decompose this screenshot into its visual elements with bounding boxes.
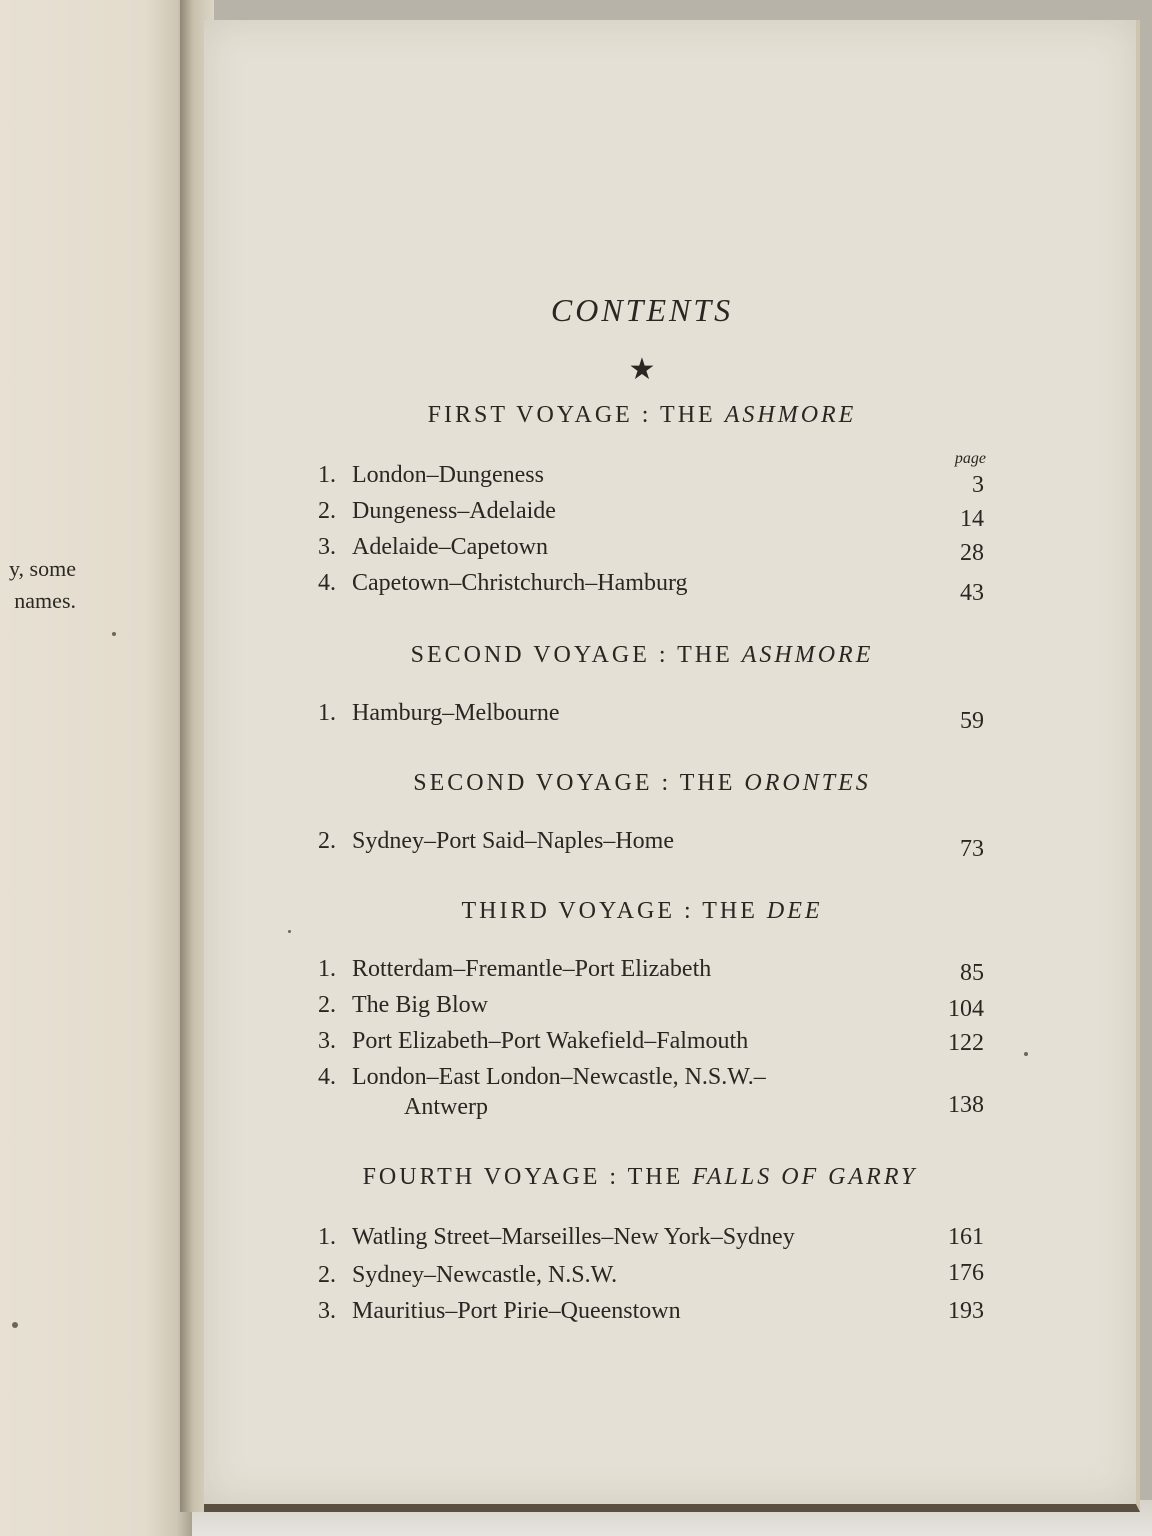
toc-entry [0, 1262, 1152, 1296]
entry-number: 3. [318, 1298, 336, 1324]
entry-title: The Big Blow [352, 992, 488, 1018]
entry-title-continued: Antwerp [404, 1094, 488, 1120]
entry-title: Sydney–Port Said–Naples–Home [352, 828, 674, 854]
toc-entry [0, 1298, 1152, 1332]
entry-page: 176 [948, 1260, 984, 1286]
toc-entry [0, 534, 1152, 568]
entry-number: 2. [318, 498, 336, 524]
entry-number: 2. [318, 992, 336, 1018]
left-page-fragment-1: y, some [8, 556, 76, 581]
entry-number: 1. [318, 700, 336, 726]
entry-title: Adelaide–Capetown [352, 534, 548, 560]
ship-name: ASHMORE [724, 402, 857, 428]
section-heading [0, 770, 1152, 797]
entry-page: 59 [960, 708, 984, 734]
entry-title: Hamburg–Melbourne [352, 700, 560, 726]
entry-title: London–Dungeness [352, 462, 544, 488]
entry-number: 3. [318, 1028, 336, 1054]
toc-entry [0, 570, 1152, 604]
toc-entry [0, 700, 1152, 734]
ink-speck [112, 632, 116, 636]
section-heading [0, 642, 1152, 669]
section-prefix: SECOND VOYAGE : THE [410, 642, 742, 668]
entry-page: 122 [948, 1030, 984, 1056]
entry-page: 73 [960, 836, 984, 862]
entry-page: 43 [960, 580, 984, 606]
entry-page: 161 [948, 1224, 984, 1250]
entry-title: Rotterdam–Fremantle–Port Elizabeth [352, 956, 712, 982]
entry-number: 3. [318, 534, 336, 560]
entry-page: 193 [948, 1298, 984, 1324]
entry-page: 104 [948, 996, 984, 1022]
ship-name: ORONTES [744, 770, 871, 796]
entry-number: 2. [318, 828, 336, 854]
entry-number: 4. [318, 1064, 336, 1090]
section-prefix: FOURTH VOYAGE : THE [362, 1164, 693, 1190]
entry-number: 4. [318, 570, 336, 596]
entry-title: London–East London–Newcastle, N.S.W.– [352, 1064, 766, 1090]
ship-name: FALLS OF GARRY [692, 1164, 918, 1190]
toc-entry [0, 828, 1152, 862]
entry-title: Port Elizabeth–Port Wakefield–Falmouth [352, 1028, 749, 1054]
entry-page: 14 [960, 506, 984, 532]
section-heading [0, 898, 1152, 925]
toc-entry [0, 498, 1152, 532]
entry-title: Capetown–Christchurch–Hamburg [352, 570, 688, 596]
entry-title: Mauritius–Port Pirie–Queenstown [352, 1298, 681, 1324]
entry-page: 3 [972, 472, 984, 498]
entry-page: 138 [948, 1092, 984, 1118]
entry-number: 1. [318, 1224, 336, 1250]
contents-title: CONTENTS [550, 292, 734, 328]
toc-entry [0, 1224, 1152, 1258]
section-prefix: SECOND VOYAGE : THE [413, 770, 745, 796]
toc-entry [0, 1064, 1152, 1120]
ship-name: ASHMORE [741, 642, 874, 668]
toc-entry [0, 462, 1152, 496]
ship-name: DEE [766, 898, 823, 924]
toc-entry [0, 992, 1152, 1026]
entry-title: Dungeness–Adelaide [352, 498, 556, 524]
star-ornament-icon: ★ [628, 352, 656, 387]
section-heading [0, 1164, 1152, 1191]
entry-number: 2. [318, 1262, 336, 1288]
left-page-fragment-2: names. [14, 588, 76, 613]
toc-entry [0, 956, 1152, 990]
entry-number: 1. [318, 462, 336, 488]
section-prefix: FIRST VOYAGE : THE [427, 402, 725, 428]
entry-title: Sydney–Newcastle, N.S.W. [352, 1262, 618, 1288]
entry-title: Watling Street–Marseilles–New York–Sydney [352, 1224, 795, 1250]
page-column-label: page [954, 450, 986, 467]
entry-page: 28 [960, 540, 984, 566]
section-prefix: THIRD VOYAGE : THE [461, 898, 767, 924]
entry-page: 85 [960, 960, 984, 986]
toc-entry [0, 1028, 1152, 1062]
entry-number: 1. [318, 956, 336, 982]
section-heading [0, 402, 1152, 429]
ink-speck [288, 930, 291, 933]
